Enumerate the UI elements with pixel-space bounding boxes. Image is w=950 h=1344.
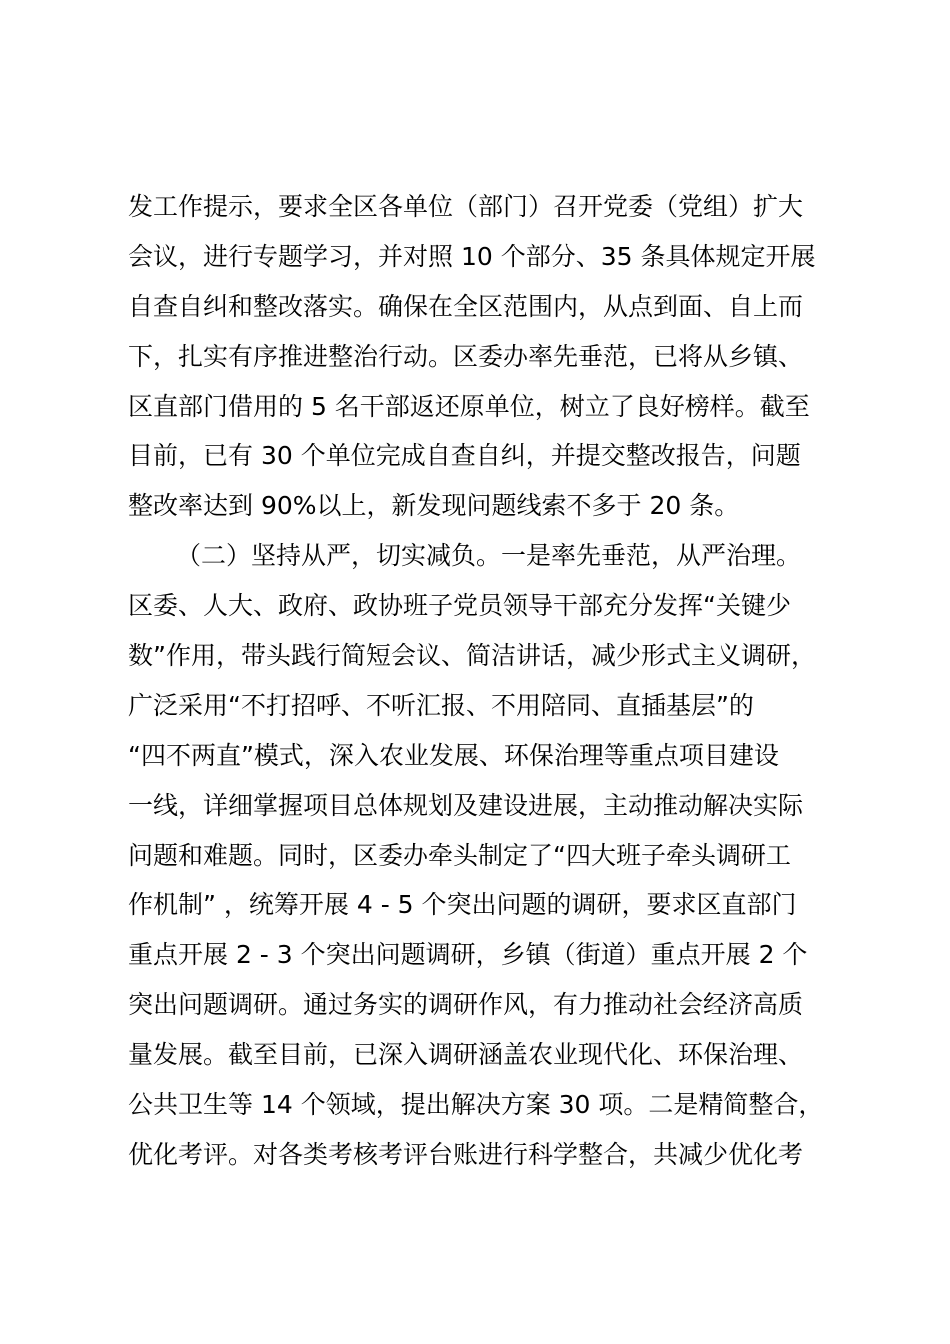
- text-line: 目前，已有 30 个单位完成自查自纠，并提交整改报告，问题: [128, 441, 801, 471]
- text-line: 量发展。截至目前，已深入调研涵盖农业现代化、环保治理、: [128, 1040, 804, 1070]
- paragraph-start-line: （二）坚持从严，切实减负。一是率先垂范，从严治理。: [176, 541, 802, 571]
- text-line: 会议，进行专题学习，并对照 10 个部分、35 条具体规定开展: [128, 241, 816, 271]
- text-line: 广泛采用“不打招呼、不听汇报、不用陪同、直插基层”的: [128, 690, 754, 720]
- text-line: 区直部门借用的 5 名干部返还原单位，树立了良好榜样。截至: [128, 391, 810, 421]
- text-line: 问题和难题。同时，区委办牵头制定了“四大班子牵头调研工: [128, 840, 791, 870]
- body-text: [128, 182, 838, 1180]
- text-line: 重点开展 2 - 3 个突出问题调研，乡镇（街道）重点开展 2 个: [128, 940, 808, 970]
- text-line: “四不两直”模式，深入农业发展、环保治理等重点项目建设: [128, 740, 779, 770]
- text-line: 下，扎实有序推进整治行动。区委办率先垂范，已将从乡镇、: [128, 341, 804, 371]
- text-line: 突出问题调研。通过务实的调研作风，有力推动社会经济高质: [128, 990, 804, 1020]
- text-line: 一线，详细掌握项目总体规划及建设进展，主动推动解决实际: [128, 790, 804, 820]
- text-line: 优化考评。对各类考核考评台账进行科学整合，共减少优化考: [128, 1139, 804, 1169]
- text-line: 数”作用，带头践行简短会议、简洁讲话，减少形式主义调研，: [128, 641, 816, 671]
- text-line: 区委、人大、政府、政协班子党员领导干部充分发挥“关键少: [128, 591, 791, 621]
- text-line: 公共卫生等 14 个领域，提出解决方案 30 项。二是精简整合，: [128, 1090, 824, 1120]
- text-line: 发工作提示，要求全区各单位（部门）召开党委（党组）扩大: [128, 192, 804, 221]
- text-line: 自查自纠和整改落实。确保在全区范围内，从点到面、自上而: [128, 291, 804, 321]
- text-line: 作机制” ，统筹开展 4 - 5 个突出问题的调研，要求区直部门: [128, 890, 797, 920]
- text-line: 整改率达到 90%以上，新发现问题线索不多于 20 条。: [128, 491, 740, 521]
